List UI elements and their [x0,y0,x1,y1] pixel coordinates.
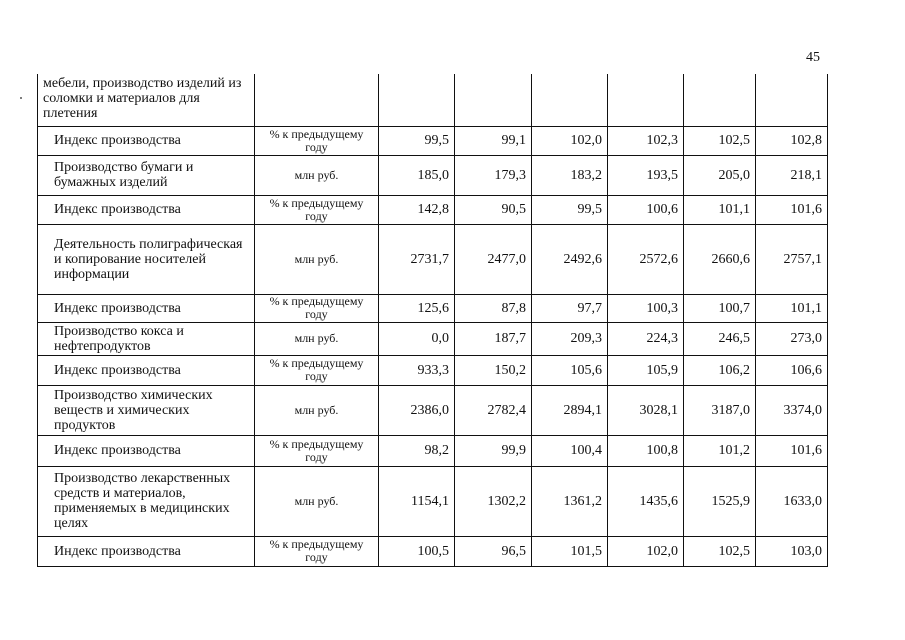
value-cell: 2477,0 [455,224,532,294]
row-unit: млн руб. [255,322,379,355]
value-cell: 102,8 [756,126,828,155]
value-cell: 1302,2 [455,466,532,536]
value-cell: 218,1 [756,155,828,195]
value-cell: 933,3 [379,355,455,385]
value-cell: 193,5 [608,155,684,195]
row-unit: млн руб. [255,385,379,435]
value-cell: 97,7 [532,294,608,322]
value-cell: 246,5 [684,322,756,355]
value-cell: 185,0 [379,155,455,195]
value-cell: 224,3 [608,322,684,355]
value-cell: 101,2 [684,435,756,466]
value-cell: 100,3 [608,294,684,322]
value-cell: 102,0 [608,536,684,566]
value-cell: 2386,0 [379,385,455,435]
value-cell: 2894,1 [532,385,608,435]
row-unit [255,74,379,126]
value-cell: 2572,6 [608,224,684,294]
value-cell: 99,5 [379,126,455,155]
value-cell: 0,0 [379,322,455,355]
value-cell: 273,0 [756,322,828,355]
row-indicator-name: Производство кокса и нефтепродуктов [38,322,255,355]
value-cell: 99,1 [455,126,532,155]
value-cell: 179,3 [455,155,532,195]
row-indicator-name: Производство бумаги и бумажных изделий [38,155,255,195]
value-cell: 100,7 [684,294,756,322]
value-cell: 3187,0 [684,385,756,435]
value-cell: 1633,0 [756,466,828,536]
value-cell: 2731,7 [379,224,455,294]
table-row [38,224,828,294]
value-cell: 100,6 [608,195,684,224]
value-cell: 2492,6 [532,224,608,294]
value-cell: 1525,9 [684,466,756,536]
value-cell: 99,5 [532,195,608,224]
table-row [38,294,828,322]
value-cell: 2757,1 [756,224,828,294]
value-cell: 102,0 [532,126,608,155]
value-cell: 105,6 [532,355,608,385]
value-cell: 187,7 [455,322,532,355]
row-unit: % к предыдущему году [255,355,379,385]
row-indicator-name: Деятельность полиграфическая и копирование носителей информации [38,224,255,294]
value-cell: 101,5 [532,536,608,566]
value-cell: 101,1 [684,195,756,224]
row-indicator-name: Индекс производства [38,355,255,385]
table-row [38,155,828,195]
row-indicator-name: Индекс производства [38,536,255,566]
table-row [38,355,828,385]
value-cell: 142,8 [379,195,455,224]
value-cell [684,74,756,126]
value-cell: 1435,6 [608,466,684,536]
table-row [38,126,828,155]
row-indicator-name: Индекс производства [38,195,255,224]
value-cell: 98,2 [379,435,455,466]
row-indicator-name: мебели, производство изделий из соломки и материалов для плетения [38,74,255,126]
value-cell: 205,0 [684,155,756,195]
row-unit: % к предыдущему году [255,536,379,566]
value-cell: 101,1 [756,294,828,322]
row-indicator-name: Индекс производства [38,126,255,155]
value-cell: 106,6 [756,355,828,385]
value-cell: 106,2 [684,355,756,385]
value-cell: 87,8 [455,294,532,322]
row-unit: % к предыдущему году [255,435,379,466]
table-row [38,322,828,355]
value-cell [756,74,828,126]
scan-mark [20,97,22,99]
value-cell: 2660,6 [684,224,756,294]
value-cell: 103,0 [756,536,828,566]
value-cell: 125,6 [379,294,455,322]
value-cell: 209,3 [532,322,608,355]
value-cell: 2782,4 [455,385,532,435]
page-number: 45 [806,50,820,65]
row-unit: млн руб. [255,224,379,294]
value-cell [379,74,455,126]
value-cell: 101,6 [756,435,828,466]
table-row [38,435,828,466]
value-cell: 100,8 [608,435,684,466]
value-cell: 1154,1 [379,466,455,536]
value-cell: 96,5 [455,536,532,566]
value-cell: 102,3 [608,126,684,155]
row-unit: % к предыдущему году [255,294,379,322]
table-row [38,74,828,126]
row-indicator-name: Индекс производства [38,435,255,466]
row-unit: % к предыдущему году [255,126,379,155]
value-cell: 105,9 [608,355,684,385]
value-cell: 100,5 [379,536,455,566]
row-unit: % к предыдущему году [255,195,379,224]
value-cell [608,74,684,126]
value-cell: 1361,2 [532,466,608,536]
value-cell: 101,6 [756,195,828,224]
value-cell: 3028,1 [608,385,684,435]
row-unit: млн руб. [255,466,379,536]
value-cell: 102,5 [684,126,756,155]
table-row [38,385,828,435]
row-unit: млн руб. [255,155,379,195]
table-row [38,466,828,536]
row-indicator-name: Производство лекарственных средств и материалов, применяемых в медицинских целях [38,466,255,536]
value-cell: 150,2 [455,355,532,385]
value-cell: 183,2 [532,155,608,195]
value-cell: 99,9 [455,435,532,466]
value-cell: 102,5 [684,536,756,566]
row-indicator-name: Производство химических веществ и химических продуктов [38,385,255,435]
value-cell: 90,5 [455,195,532,224]
value-cell: 3374,0 [756,385,828,435]
table-row [38,536,828,566]
row-indicator-name: Индекс производства [38,294,255,322]
value-cell: 100,4 [532,435,608,466]
value-cell [455,74,532,126]
statistics-table [37,74,828,567]
table-row [38,195,828,224]
value-cell [532,74,608,126]
